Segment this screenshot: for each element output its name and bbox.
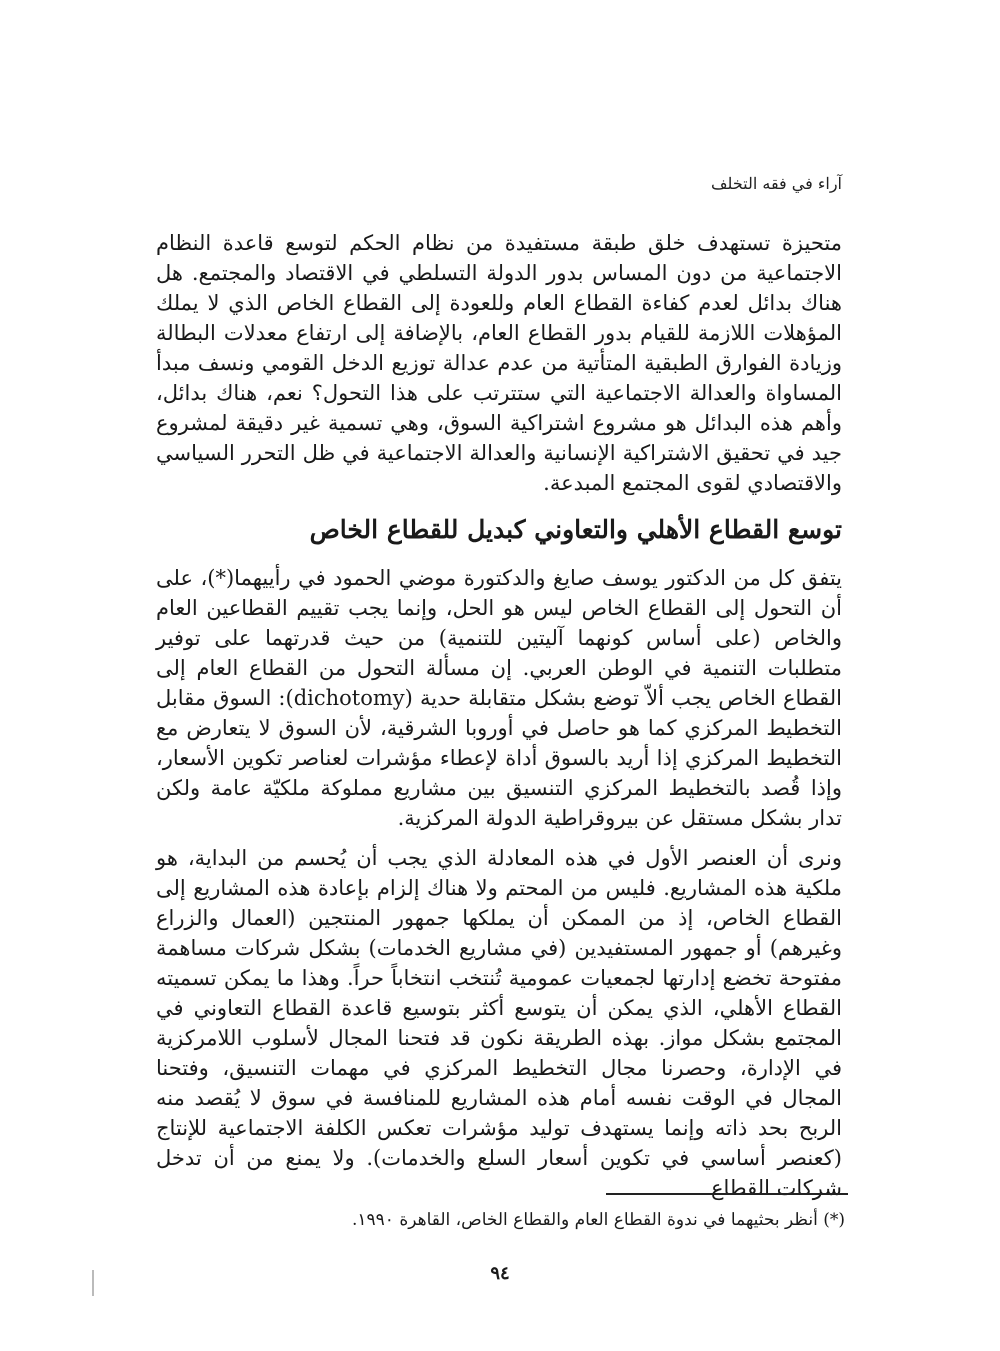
section-title: توسع القطاع الأهلي والتعاوني كبديل للقطاع الخاص bbox=[309, 515, 842, 544]
scan-artifact bbox=[92, 1270, 94, 1296]
page-number: ٩٤ bbox=[490, 1263, 510, 1284]
body-paragraph-2: يتفق كل من الدكتور يوسف صايغ والدكتورة موضي الحمود في رأييهما(*)، على أن التحول إلى القطاع الخاص ليس هو الحل، وإنما يجب تقييم القطاعين العام والخاص (على أساس كونهما آليتين للتنمية) من حيث قدرتهما على توفير متطلبات التنمية في الوطن العربي. إن مسألة التحول من القطاع العام إلى القطاع الخاص يجب ألاّ توضع بشكل متقابلة حدية (dichotomy): السوق مقابل التخطيط المركزي كما هو حاصل في أوروبا الشرقية، لأن السوق لا يتعارض مع التخطيط المركزي إذا أريد بالسوق أداة لإعطاء مؤشرات لعناصر تكوين الأسعار، وإذا قُصد بالتخطيط المركزي التنسيق بين مشاريع مملوكة ملكيّة عامة ولكن تدار بشكل مستقل عن بيروقراطية الدولة المركزية. bbox=[156, 566, 842, 830]
footnote-divider bbox=[606, 1193, 848, 1195]
footnote: (*) أنظر بحثيهما في ندوة القطاع العام والقطاع الخاص، القاهرة ١٩٩٠. bbox=[352, 1210, 845, 1230]
body-paragraph-3: ونرى أن العنصر الأول في هذه المعادلة الذي يجب أن يُحسم من البداية، هو ملكية هذه المشاريع. فليس من المحتم ولا هناك إلزام بإعادة هذه المشاريع إلى القطاع الخاص، إذ من الممكن أن يملكها جمهور المنتجين (العمال والزراع وغيرهم) أو جمهور المستفيدين (في مشاريع الخدمات) بشكل شركات مساهمة مفتوحة تخضع إدارتها لجمعيات عمومية تُنتخب انتخاباً حراً. وهذا ما يمكن تسميته القطاع الأهلي، الذي يمكن أن يتوسع أكثر بتوسيع قاعدة القطاع التعاوني في المجتمع بشكل مواز. بهذه الطريقة نكون قد فتحنا المجال لأسلوب اللامركزية في الإدارة، وحصرنا مجال التخطيط المركزي في مهمات التنسيق، وفتحنا المجال في الوقت نفسه أمام هذه المشاريع للمنافسة في سوق لا يُقصد منه الربح بحد ذاته وإنما يستهدف توليد مؤشرات تعكس الكلفة الاجتماعية للإنتاج (كعنصر أساسي في تكوين أسعار السلع والخدمات). ولا يمنع من أن تدخل شركات القطاع bbox=[156, 846, 842, 1200]
body-paragraph-1: متحيزة تستهدف خلق طبقة مستفيدة من نظام الحكم لتوسع قاعدة النظام الاجتماعية من دون المساس بدور الدولة التسلطي في الاقتصاد والمجتمع. هل هناك بدائل لعدم كفاءة القطاع العام وللعودة إلى القطاع الخاص الذي لا يملك المؤهلات اللازمة للقيام بدور القطاع العام، بالإضافة إلى ارتفاع معدلات البطالة وزيادة الفوارق الطبقية المتأتية من عدم عدالة توزيع الدخل القومي ونسف مبدأ المساواة والعدالة الاجتماعية التي ستترتب على هذا التحول؟ نعم، هناك بدائل، وأهم هذه البدائل هو مشروع اشتراكية السوق، وهي تسمية غير دقيقة لمشروع جيد في تحقيق الاشتراكية الإنسانية والعدالة الاجتماعية في ظل التحرر السياسي والاقتصادي لقوى المجتمع المبدعة. bbox=[156, 231, 842, 495]
running-header: آراء في فقه التخلف bbox=[710, 174, 842, 193]
